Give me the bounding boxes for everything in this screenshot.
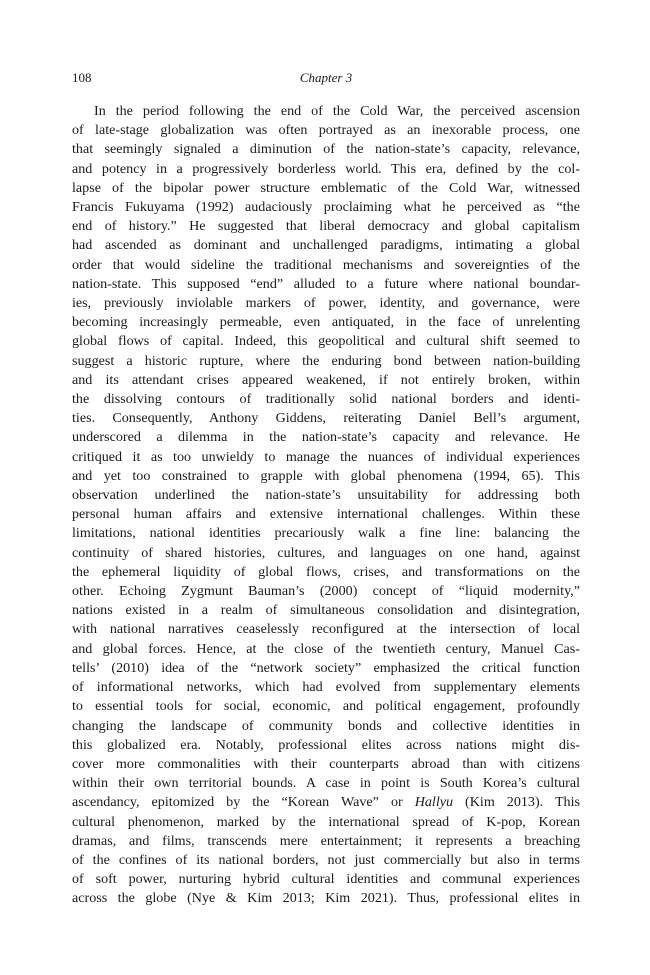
text-line: lapse of the bipolar power structure emblematic of the Cold War, witnessed — [72, 179, 580, 196]
text-line: observation underlined the nation-state’s unsuitability for addressing both — [72, 487, 580, 504]
text-line: to essential tools for social, economic, and political engagement, profoundly — [72, 698, 580, 715]
text-line: of soft power, nurturing hybrid cultural identities and communal experiences — [72, 871, 580, 888]
text-line: other. Echoing Zygmunt Bauman’s (2000) concept of “liquid modernity,” — [72, 583, 580, 600]
text-line: order that would sideline the traditional mechanisms and sovereignties of the — [72, 256, 580, 273]
text-line: dramas, and films, transcends mere entertainment; it represents a breaching — [72, 832, 580, 849]
text-line: cultural phenomenon, marked by the international spread of K-pop, Korean — [72, 813, 580, 830]
text-segment: (Kim 2013). This — [453, 794, 580, 811]
text-line: and yet too constrained to grapple with global phenomena (1994, 65). This — [72, 467, 580, 484]
text-line: suggest a historic rupture, where the enduring bond between nation-building — [72, 352, 580, 369]
text-line: of late-stage globalization was often portrayed as an inexorable process, one — [72, 122, 580, 139]
page-number: 108 — [72, 70, 92, 85]
text-line: Francis Fukuyama (1992) audaciously proclaiming what he perceived as “the — [72, 199, 580, 216]
text-line: becoming increasingly permeable, even antiquated, in the face of unrelenting — [72, 314, 580, 331]
text-line: that seemingly signaled a diminution of the nation-state’s capacity, relevance, — [72, 141, 580, 158]
text-line: and global forces. Hence, at the close of the twentieth century, Manuel Cas- — [72, 640, 580, 657]
chapter-title: Chapter 3 — [299, 70, 353, 85]
text-line: end of history.” He suggested that liberal democracy and global capitalism — [72, 218, 580, 235]
running-head — [72, 68, 580, 88]
text-line: cover more commonalities with their counterparts abroad than with citizens — [72, 755, 580, 772]
text-line: and its attendant crises appeared weakened, if not entirely broken, within — [72, 371, 580, 388]
book-page — [72, 68, 580, 909]
text-line: global flows of capital. Indeed, this geopolitical and cultural shift seemed to — [72, 333, 580, 350]
text-line: nation-state. This supposed “end” alluded to a future where national boundar- — [72, 275, 580, 292]
text-line: personal human affairs and extensive international challenges. Within these — [72, 506, 580, 523]
text-line — [72, 793, 580, 812]
body-paragraph — [72, 102, 580, 909]
text-line: nations existed in a realm of simultaneous consolidation and disintegration, — [72, 602, 580, 619]
text-line: of informational networks, which had evolved from supplementary elements — [72, 679, 580, 696]
text-line: In the period following the end of the Cold War, the perceived ascension — [94, 103, 580, 119]
text-line: ties. Consequently, Anthony Giddens, reiterating Daniel Bell’s argument, — [72, 410, 580, 427]
text-line: this globalized era. Notably, professional elites across nations might dis- — [72, 736, 580, 753]
text-line: tells’ (2010) idea of the “network society” emphasized the critical function — [72, 659, 580, 676]
text-line: underscored a dilemma in the nation-state’s capacity and relevance. He — [72, 429, 580, 446]
italic-term: Hallyu — [414, 794, 454, 811]
text-line: limitations, national identities precariously walk a fine line: balancing the — [72, 525, 580, 542]
text-line: with national narratives ceaselessly reconfigured at the intersection of local — [72, 621, 580, 638]
text-line: had ascended as dominant and unchallenged paradigms, intimating a global — [72, 237, 580, 254]
text-line: across the globe (Nye & Kim 2013; Kim 2021). Thus, professional elites in — [72, 890, 580, 907]
text-line: and potency in a progressively borderless world. This era, defined by the col- — [72, 160, 580, 177]
text-line: the ephemeral liquidity of global flows, crises, and transformations on the — [72, 563, 580, 580]
text-line: within their own territorial bounds. A case in point is South Korea’s cultural — [72, 775, 580, 792]
text-segment: ascendancy, epitomized by the “Korean Wave” or — [72, 794, 415, 811]
text-line: of the confines of its national borders, not just commercially but also in terms — [72, 851, 580, 868]
text-line: changing the landscape of community bonds and collective identities in — [72, 717, 580, 734]
text-line: critiqued it as too unwieldy to manage the nuances of individual experiences — [72, 448, 580, 465]
text-line: ies, previously inviolable markers of power, identity, and governance, were — [72, 295, 580, 312]
text-line: continuity of shared histories, cultures, and languages on one hand, against — [72, 544, 580, 561]
text-line: the dissolving contours of traditionally solid national borders and identi- — [72, 391, 580, 408]
